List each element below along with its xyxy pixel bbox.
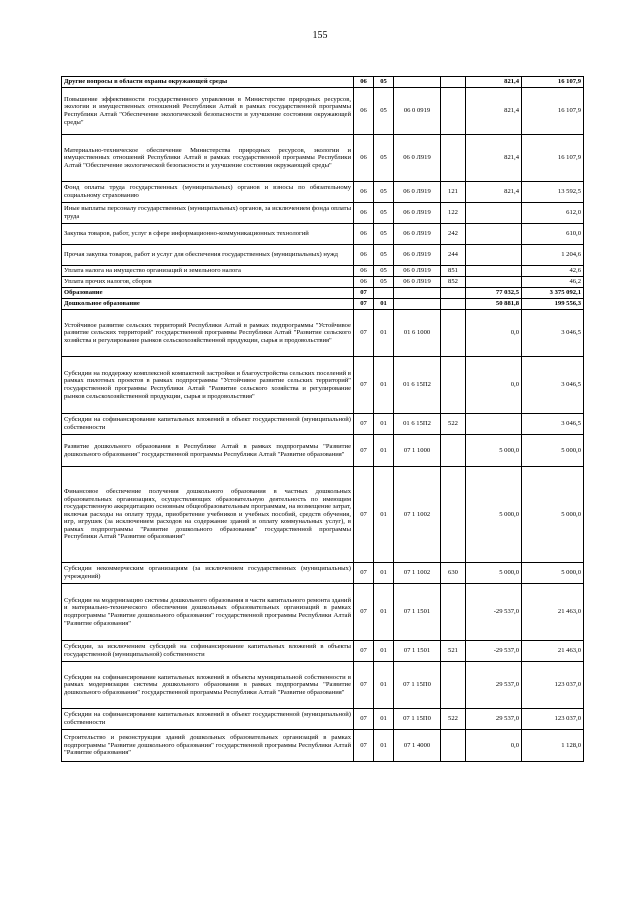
amount-total: 42,6 (522, 266, 584, 277)
page-number: 155 (312, 30, 328, 41)
subsection-code: 05 (374, 266, 394, 277)
expense-type-code (441, 584, 466, 641)
expense-type-code: 242 (441, 224, 466, 245)
table-row (62, 224, 584, 245)
amount-change: 0,0 (466, 730, 522, 762)
amount-total: 199 556,3 (522, 299, 584, 310)
amount-total: 123 037,0 (522, 709, 584, 730)
section-code: 06 (354, 135, 374, 182)
expense-type-code (441, 299, 466, 310)
subsection-code: 01 (374, 563, 394, 584)
table-row (62, 730, 584, 762)
amount-change (466, 266, 522, 277)
subsection-code: 01 (374, 709, 394, 730)
subsection-code: 01 (374, 299, 394, 310)
amount-change: 29 537,0 (466, 662, 522, 709)
amount-change (466, 414, 522, 435)
subsection-code: 01 (374, 467, 394, 563)
expense-type-code (441, 435, 466, 467)
target-article-code: 07 1 1000 (394, 435, 441, 467)
target-article-code: 06 0 Л919 (394, 203, 441, 224)
row-name: Субсидии, за исключением субсидий на софинансирование капитальных вложений в объекты государственной (муниципальной) собственности (62, 641, 354, 662)
table-row (62, 182, 584, 203)
row-name: Уплата прочих налогов, сборов (62, 277, 354, 288)
section-code: 06 (354, 266, 374, 277)
subsection-code: 01 (374, 357, 394, 414)
section-code: 07 (354, 584, 374, 641)
expense-type-code (441, 662, 466, 709)
table-row (62, 563, 584, 584)
subsection-code (374, 288, 394, 299)
amount-change: 5 000,0 (466, 467, 522, 563)
amount-total: 1 128,0 (522, 730, 584, 762)
row-name: Дошкольное образование (62, 299, 354, 310)
amount-total: 5 000,0 (522, 467, 584, 563)
target-article-code: 07 1 15П0 (394, 662, 441, 709)
target-article-code: 06 0 Л919 (394, 182, 441, 203)
subsection-code: 05 (374, 77, 394, 88)
amount-change: 821,4 (466, 182, 522, 203)
row-name: Строительство и реконструкция зданий дошкольных образовательных организаций в рамках подпрограммы "Развитие дошкольного образования" государственной программы Республики Алтай "Развитие образования" (62, 730, 354, 762)
target-article-code: 06 0 Л919 (394, 266, 441, 277)
amount-change: 77 032,5 (466, 288, 522, 299)
target-article-code: 06 0 Л919 (394, 245, 441, 266)
row-name: Уплата налога на имущество организаций и земельного налога (62, 266, 354, 277)
table-row (62, 266, 584, 277)
expense-type-code (441, 310, 466, 357)
section-code: 06 (354, 182, 374, 203)
expense-type-code: 851 (441, 266, 466, 277)
section-code: 06 (354, 224, 374, 245)
amount-change: 50 881,8 (466, 299, 522, 310)
section-code: 07 (354, 641, 374, 662)
amount-total: 13 592,5 (522, 182, 584, 203)
row-name: Субсидии на софинансирование капитальных вложений в объект государственной (муниципальной) собственности (62, 709, 354, 730)
row-name: Субсидии на софинансирование капитальных вложений в объект государственной (муниципальной) собственности (62, 414, 354, 435)
expense-type-code (441, 730, 466, 762)
amount-total: 16 107,9 (522, 88, 584, 135)
amount-total: 1 204,6 (522, 245, 584, 266)
expense-type-code (441, 288, 466, 299)
amount-total: 123 037,0 (522, 662, 584, 709)
row-name: Субсидии некоммерческим организациям (за исключением государственных (муниципальных) учреждений) (62, 563, 354, 584)
amount-total: 3 046,5 (522, 310, 584, 357)
subsection-code: 01 (374, 730, 394, 762)
target-article-code: 06 0 Л919 (394, 224, 441, 245)
subsection-code: 05 (374, 135, 394, 182)
table-row (62, 135, 584, 182)
subsection-code: 05 (374, 245, 394, 266)
amount-change: 821,4 (466, 88, 522, 135)
target-article-code: 01 6 15П2 (394, 414, 441, 435)
row-name: Прочая закупка товаров, работ и услуг для обеспечения государственных (муниципальных) нужд (62, 245, 354, 266)
target-article-code: 07 1 1501 (394, 641, 441, 662)
table-row (62, 709, 584, 730)
expense-type-code: 522 (441, 709, 466, 730)
expense-type-code (441, 88, 466, 135)
section-code: 07 (354, 563, 374, 584)
table-row (62, 77, 584, 88)
subsection-code: 05 (374, 224, 394, 245)
row-name: Субсидии на поддержку комплексной компактной застройки и благоустройства сельских поселений в рамках пилотных проектов в рамках подпрограммы "Устойчивое развитие сельских территорий" государственной программы Республики Алтай "Развитие сельского хозяйства и регулирование рынков сельскохозяйственной продукции, сырья и продовольствия" (62, 357, 354, 414)
row-name: Фонд оплаты труда государственных (муниципальных) органов и взносы по обязательному социальному страхованию (62, 182, 354, 203)
amount-change: 5 000,0 (466, 563, 522, 584)
amount-total: 16 107,9 (522, 77, 584, 88)
subsection-code: 05 (374, 203, 394, 224)
row-name: Материально-техническое обеспечение Министерства природных ресурсов, экологии и имущественных отношений Республики Алтай в рамках государственной программы Республики Алтай "Обеспечение экологической безопасности и улучшение состояния окружающей среды" (62, 135, 354, 182)
section-code: 07 (354, 299, 374, 310)
expense-type-code: 121 (441, 182, 466, 203)
amount-total: 3 375 092,1 (522, 288, 584, 299)
section-code: 06 (354, 245, 374, 266)
amount-change (466, 203, 522, 224)
row-name: Субсидии на софинансирование капитальных вложений в объекты муниципальной собственности в рамках модернизации системы дошкольного образования в рамках подпрограммы "Развитие дошкольного образования" государственной программы Республики Алтай "Развитие образования" (62, 662, 354, 709)
amount-change: 0,0 (466, 357, 522, 414)
section-code: 07 (354, 288, 374, 299)
amount-total: 21 463,0 (522, 584, 584, 641)
subsection-code: 01 (374, 584, 394, 641)
table-row (62, 88, 584, 135)
table-row (62, 245, 584, 266)
table-row (62, 288, 584, 299)
table-row (62, 641, 584, 662)
subsection-code: 05 (374, 182, 394, 203)
section-code: 07 (354, 730, 374, 762)
amount-change: -29 537,0 (466, 641, 522, 662)
target-article-code (394, 77, 441, 88)
amount-total: 16 107,9 (522, 135, 584, 182)
expense-type-code (441, 77, 466, 88)
table-row (62, 435, 584, 467)
row-name: Иные выплаты персоналу государственных (муниципальных) органов, за исключением фонда оплаты труда (62, 203, 354, 224)
amount-total: 3 046,5 (522, 414, 584, 435)
section-code: 06 (354, 203, 374, 224)
section-code: 07 (354, 357, 374, 414)
target-article-code (394, 288, 441, 299)
target-article-code: 06 0 Л919 (394, 135, 441, 182)
section-code: 07 (354, 435, 374, 467)
target-article-code: 07 1 15П0 (394, 709, 441, 730)
table-row (62, 467, 584, 563)
amount-change: -29 537,0 (466, 584, 522, 641)
subsection-code: 05 (374, 88, 394, 135)
table-row (62, 662, 584, 709)
amount-total: 46,2 (522, 277, 584, 288)
target-article-code: 07 1 1002 (394, 563, 441, 584)
table-row (62, 277, 584, 288)
expense-type-code: 244 (441, 245, 466, 266)
amount-change: 0,0 (466, 310, 522, 357)
amount-total: 610,0 (522, 224, 584, 245)
amount-change: 29 537,0 (466, 709, 522, 730)
row-name: Повышение эффективности государственного управления в Министерстве природных ресурсов, экологии и имущественных отношений Республики Алтай в рамках государственной программы Республики Алтай "Обеспечение экологической безопасности и улучшение состояния окружающей среды" (62, 88, 354, 135)
row-name: Другие вопросы в области охраны окружающей среды (62, 77, 354, 88)
section-code: 07 (354, 467, 374, 563)
section-code: 07 (354, 709, 374, 730)
subsection-code: 01 (374, 662, 394, 709)
amount-total: 3 046,5 (522, 357, 584, 414)
subsection-code: 01 (374, 435, 394, 467)
expense-type-code: 522 (441, 414, 466, 435)
section-code: 07 (354, 662, 374, 709)
expense-type-code (441, 357, 466, 414)
amount-total: 21 463,0 (522, 641, 584, 662)
row-name: Финансовое обеспечение получения дошкольного образования в частных дошкольных образовательных организациях, осуществляющих образовательную деятельность по имеющим государственную аккредитацию основным общеобразовательным программам, на возмещение затрат, включая расходы на оплату труда, приобретение учебников и учебных пособий, средств обучения, игр, игрушек (за исключением расходов на содержание зданий и оплату коммунальных услуг), в рамках подпрограммы "Развитие дошкольного образования" государственной программы Республики Алтай "Развитие образования" (62, 467, 354, 563)
table-row (62, 414, 584, 435)
expense-type-code (441, 467, 466, 563)
subsection-code: 01 (374, 310, 394, 357)
amount-change: 5 000,0 (466, 435, 522, 467)
amount-change: 821,4 (466, 77, 522, 88)
expense-type-code: 630 (441, 563, 466, 584)
target-article-code: 07 1 1002 (394, 467, 441, 563)
amount-total: 612,0 (522, 203, 584, 224)
expense-type-code: 521 (441, 641, 466, 662)
subsection-code: 05 (374, 277, 394, 288)
expense-type-code: 852 (441, 277, 466, 288)
row-name: Образование (62, 288, 354, 299)
amount-change (466, 224, 522, 245)
target-article-code: 01 6 1000 (394, 310, 441, 357)
expense-type-code: 122 (441, 203, 466, 224)
amount-change (466, 277, 522, 288)
section-code: 07 (354, 310, 374, 357)
amount-change (466, 245, 522, 266)
section-code: 06 (354, 88, 374, 135)
target-article-code: 06 0 Л919 (394, 277, 441, 288)
subsection-code: 01 (374, 641, 394, 662)
amount-total: 5 000,0 (522, 563, 584, 584)
subsection-code: 01 (374, 414, 394, 435)
table-row (62, 584, 584, 641)
table-row (62, 299, 584, 310)
amount-change: 821,4 (466, 135, 522, 182)
row-name: Закупка товаров, работ, услуг в сфере информационно-коммуникационных технологий (62, 224, 354, 245)
row-name: Устойчивое развитие сельских территорий Республики Алтай в рамках подпрограммы "Устойчивое развитие сельских территорий" государственной программы Республики Алтай "Развитие сельского хозяйства и регулирование рынков сельскохозяйственной продукции, сырья и продовольствия" (62, 310, 354, 357)
table-row (62, 203, 584, 224)
budget-table (61, 76, 584, 762)
expense-type-code (441, 135, 466, 182)
target-article-code: 01 6 15П2 (394, 357, 441, 414)
target-article-code (394, 299, 441, 310)
target-article-code: 07 1 4000 (394, 730, 441, 762)
row-name: Субсидии на модернизацию системы дошкольного образования в части капитального ремонта зданий и материально-технического обеспечения дошкольных образовательных организаций в рамках подпрограммы "Развитие дошкольного образования" государственной программы Республики Алтай "Развитие образования" (62, 584, 354, 641)
table-row (62, 357, 584, 414)
section-code: 06 (354, 77, 374, 88)
section-code: 06 (354, 277, 374, 288)
target-article-code: 07 1 1501 (394, 584, 441, 641)
table-row (62, 310, 584, 357)
row-name: Развитие дошкольного образования в Республике Алтай в рамках подпрограммы "Развитие дошкольного образования" государственной программы Республики Алтай "Развитие образования" (62, 435, 354, 467)
target-article-code: 06 0 0919 (394, 88, 441, 135)
section-code: 07 (354, 414, 374, 435)
amount-total: 5 000,0 (522, 435, 584, 467)
